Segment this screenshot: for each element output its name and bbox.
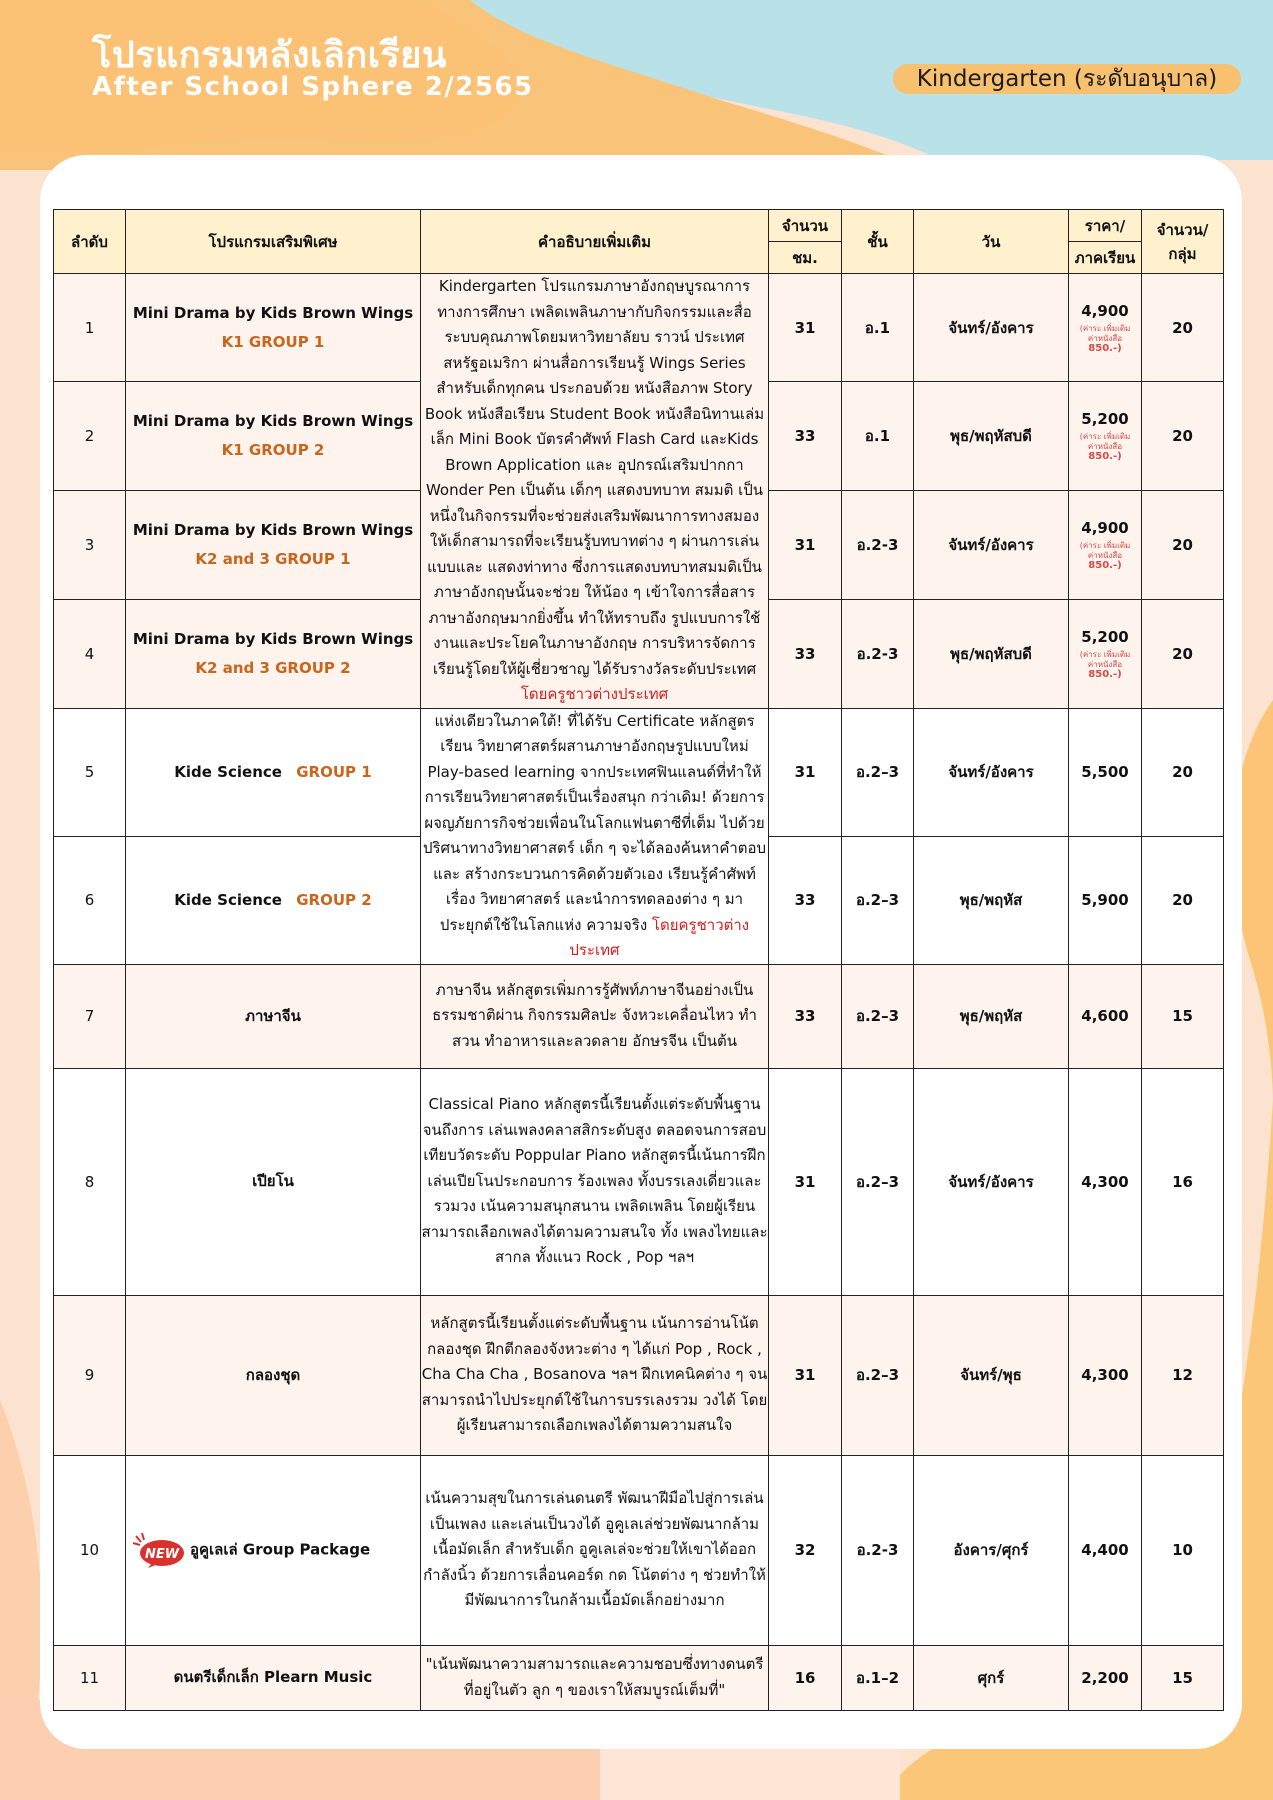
day-cell: จันทร์/อังคาร: [914, 274, 1069, 382]
header-description: คำอธิบายเพิ่มเติม: [421, 210, 769, 274]
hours-cell: 33: [769, 964, 842, 1068]
grade-cell: อ.1–2: [842, 1645, 914, 1710]
header-hours-top: จำนวน: [769, 210, 842, 242]
row-no: 5: [54, 708, 126, 836]
price-cell: 4,600: [1069, 964, 1142, 1068]
table-row: [54, 1068, 1224, 1295]
price-cell: 2,200: [1069, 1645, 1142, 1710]
page-subtitle: After School Sphere 2/2565: [92, 72, 534, 102]
price-cell: 5,900: [1069, 836, 1142, 964]
day-cell: อังคาร/ศุกร์: [914, 1455, 1069, 1645]
program-name: Kide Science GROUP 2: [126, 836, 421, 964]
price-cell: 4,900 (ค่าระ เพิ่มเติม ค่าหนังสือ 850.-): [1069, 490, 1142, 599]
day-cell: จันทร์/พุธ: [914, 1295, 1069, 1455]
price-cell: 4,400: [1069, 1455, 1142, 1645]
table-row: [54, 1295, 1224, 1455]
grade-cell: อ.2–3: [842, 836, 914, 964]
group-size-cell: 20: [1142, 274, 1224, 382]
group-size-cell: 20: [1142, 490, 1224, 599]
hours-cell: 33: [769, 836, 842, 964]
program-name: ภาษาจีน: [126, 964, 421, 1068]
page-title: โปรแกรมหลังเลิกเรียน: [92, 35, 447, 76]
price-cell: 5,500: [1069, 708, 1142, 836]
grade-cell: อ.2-3: [842, 1455, 914, 1645]
row-no: 8: [54, 1068, 126, 1295]
program-description: แห่งเดียวในภาคใต้! ที่ได้รับ Certificate หลักสูตรเรียน วิทยาศาสตร์ผสานภาษาอังกฤษรูปแบบใหม่ Play-based learning จากประเทศฟินแลนด์ที่ทำให้การเรียนวิทยาศาสตร์เป็นเรื่องสนุก กว่าเดิม! ด้วยการผจญภัยการกิจช่วยเพื่อนในโลกแฟนตาซีที่เต็ม ไปด้วยปริศนาทางวิทยาศาสตร์ เด็ก ๆ จะได้ลองค้นหาคำตอบและ สร้างกระบวนการคิดด้วยตัวเอง เรียนรู้คำศัพท์ เรื่อง วิทยาศาสตร์ และนำการทดลองต่าง ๆ มาประยุกต์ใช้ในโลกแห่ง ความจริง โดยครูชาวต่างประเทศ: [421, 708, 769, 964]
group-size-cell: 20: [1142, 836, 1224, 964]
day-cell: จันทร์/อังคาร: [914, 490, 1069, 599]
grade-cell: อ.2–3: [842, 1295, 914, 1455]
grade-cell: อ.1: [842, 382, 914, 490]
program-name: กลองชุด: [126, 1295, 421, 1455]
program-description: Kindergarten โปรแกรมภาษาอังกฤษบูรณาการทางการศึกษา เพลิดเพลินภาษากับกิจกรรมและสื่อระบบคุณภาพโดยมหาวิทยาลัยบ ราวน์ ประเทศสหรัฐอเมริกา ผ่านสื่อการเรียนรู้ Wings Series สำหรับเด็กทุกคน ประกอบด้วย หนังสือภาพ Story Book หนังสือเรียน Student Book หนังสือนิทานเล่มเล็ก Mini Book บัตรคำศัพท์ Flash Card และKids Brown Application และ อุปกรณ์เสริมปากกา Wonder Pen เป็นต้น เด็กๆ แสดงบทบาท สมมติ เป็นหนึ่งในกิจกรรมที่จะช่วยส่งเสริมพัฒนาการทางสมอง ให้เด็กสามารถที่จะเรียนรู้บทบาทต่าง ๆ ผ่านการเล่นแบบและ แสดงท่าทาง ซึ่งการแสดงบทบาทสมมติเป็นภาษาอังกฤษนั้นจะช่วย ให้น้อง ๆ เข้าใจการสื่อสารภาษาอังกฤษมากยิ่งขึ้น ทำให้ทราบถึง รูปแบบการใช้งานและประโยคในภาษาอังกฤษ การบริหารจัดการ เรียนรู้โดยให้ผู้เชี่ยวชาญ ได้รับรางวัลระดับประเทศ โดยครูชาวต่างประเทศ: [421, 274, 769, 709]
grade-cell: อ.2–3: [842, 708, 914, 836]
hours-cell: 31: [769, 708, 842, 836]
table-row: [54, 1455, 1224, 1645]
day-cell: พุธ/พฤหัส: [914, 964, 1069, 1068]
hours-cell: 31: [769, 490, 842, 599]
program-description: หลักสูตรนี้เรียนตั้งแต่ระดับพื้นฐาน เน้นการอ่านโน้ตกลองชุด ฝึกตีกลองจังหวะต่าง ๆ ได้แก่ Pop , Rock , Cha Cha Cha , Bosanova ฯลฯ ฝึกเทคนิคต่าง ๆ จนสามารถนำไปประยุกต์ใช้ในการบรรเลงรวม วงได้ โดยผู้เรียนสามารถเลือกเพลงได้ตามความสนใจ: [421, 1295, 769, 1455]
program-name: NEW อูคูเลเล่ Group Package: [126, 1455, 421, 1645]
program-name: เปียโน: [126, 1068, 421, 1295]
hours-cell: 31: [769, 274, 842, 382]
table-row: [54, 964, 1224, 1068]
hours-cell: 31: [769, 1295, 842, 1455]
day-cell: พุธ/พฤหัสบดี: [914, 600, 1069, 708]
price-cell: 4,900 (ค่าระ เพิ่มเติม ค่าหนังสือ 850.-): [1069, 274, 1142, 382]
grade-cell: อ.2–3: [842, 1068, 914, 1295]
group-size-cell: 15: [1142, 964, 1224, 1068]
row-no: 6: [54, 836, 126, 964]
hours-cell: 16: [769, 1645, 842, 1710]
header-grade: ชั้น: [842, 210, 914, 274]
day-cell: จันทร์/อังคาร: [914, 708, 1069, 836]
svg-text:NEW: NEW: [144, 1547, 180, 1562]
header-price-top: ราคา/: [1069, 210, 1142, 242]
table-row: [54, 708, 1224, 836]
row-no: 1: [54, 274, 126, 382]
hours-cell: 33: [769, 600, 842, 708]
header-group-size: จำนวน/ กลุ่ม: [1142, 210, 1224, 274]
day-cell: ศุกร์: [914, 1645, 1069, 1710]
header-no: ลำดับ: [54, 210, 126, 274]
table-row: [54, 1645, 1224, 1710]
grade-cell: อ.1: [842, 274, 914, 382]
group-size-cell: 12: [1142, 1295, 1224, 1455]
program-description: ภาษาจีน หลักสูตรเพิ่มการรู้ศัพท์ภาษาจีนอย่างเป็นธรรมชาติผ่าน กิจกรรมศิลปะ จังหวะเคลื่อนไหว ทำสวน ทำอาหารและลวดลาย อักษรจีน เป็นต้น: [421, 964, 769, 1068]
group-size-cell: 15: [1142, 1645, 1224, 1710]
group-size-cell: 10: [1142, 1455, 1224, 1645]
price-cell: 5,200 (ค่าระ เพิ่มเติม ค่าหนังสือ 850.-): [1069, 382, 1142, 490]
day-cell: พุธ/พฤหัสบดี: [914, 382, 1069, 490]
price-cell: 5,200 (ค่าระ เพิ่มเติม ค่าหนังสือ 850.-): [1069, 600, 1142, 708]
program-table: [53, 209, 1224, 1711]
program-name: ดนตรีเด็กเล็ก Plearn Music: [126, 1645, 421, 1710]
grade-cell: อ.2-3: [842, 490, 914, 599]
hours-cell: 33: [769, 382, 842, 490]
row-no: 3: [54, 490, 126, 599]
row-no: 11: [54, 1645, 126, 1710]
program-name: Mini Drama by Kids Brown Wings K1 GROUP 2: [126, 382, 421, 490]
program-name: Kide Science GROUP 1: [126, 708, 421, 836]
new-badge: [132, 1532, 186, 1568]
row-no: 2: [54, 382, 126, 490]
program-description: "เน้นพัฒนาความสามารถและความชอบซึ่งทางดนตรีที่อยู่ในตัว ลูก ๆ ของเราให้สมบูรณ์เต็มที่": [421, 1645, 769, 1710]
header-hours-bottom: ชม.: [769, 242, 842, 274]
price-cell: 4,300: [1069, 1295, 1142, 1455]
header-day: วัน: [914, 210, 1069, 274]
program-name: Mini Drama by Kids Brown Wings K2 and 3 GROUP 2: [126, 600, 421, 708]
header-program: โปรแกรมเสริมพิเศษ: [126, 210, 421, 274]
hours-cell: 32: [769, 1455, 842, 1645]
row-no: 9: [54, 1295, 126, 1455]
group-size-cell: 16: [1142, 1068, 1224, 1295]
row-no: 7: [54, 964, 126, 1068]
group-size-cell: 20: [1142, 382, 1224, 490]
grade-cell: อ.2-3: [842, 600, 914, 708]
day-cell: พุธ/พฤหัส: [914, 836, 1069, 964]
program-name: Mini Drama by Kids Brown Wings K1 GROUP 1: [126, 274, 421, 382]
program-description: เน้นความสุขในการเล่นดนตรี พัฒนาฝีมือไปสู่การเล่นเป็นเพลง และเล่นเป็นวงได้ อูคูเลเล่ช่วยพัฒนากล้ามเนื้อมัดเล็ก สำหรับเด็ก อูคูเลเล่จะช่วยให้เขาได้ออกกำลังนิ้ว ด้วยการเลื่อนคอร์ด กด โน้ตต่าง ๆ ช่วยทำให้มีพัฒนาการในกล้ามเนื้อมัดเล็กอย่างมาก: [421, 1455, 769, 1645]
grade-cell: อ.2–3: [842, 964, 914, 1068]
row-no: 4: [54, 600, 126, 708]
row-no: 10: [54, 1455, 126, 1645]
program-description: Classical Piano หลักสูตรนี้เรียนตั้งแต่ระดับพื้นฐานจนถึงการ เล่นเพลงคลาสสิกระดับสูง ตลอดจนการสอบเทียบวัดระดับ Poppular Piano หลักสูตรนี้เน้นการฝึกเล่นเปียโนประกอบการ ร้องเพลง ทั้งบรรเลงเดี่ยวและรวมวง เน้นความสนุกสนาน เพลิดเพลิน โดยผู้เรียนสามารถเลือกเพลงได้ตามความสนใจ ทั้ง เพลงไทยและสากล ทั้งแนว Rock , Pop ฯลฯ: [421, 1068, 769, 1295]
price-cell: 4,300: [1069, 1068, 1142, 1295]
group-size-cell: 20: [1142, 600, 1224, 708]
day-cell: จันทร์/อังคาร: [914, 1068, 1069, 1295]
program-name: Mini Drama by Kids Brown Wings K2 and 3 GROUP 1: [126, 490, 421, 599]
table-row: [54, 274, 1224, 382]
level-badge: Kindergarten (ระดับอนุบาล): [893, 64, 1241, 94]
hours-cell: 31: [769, 1068, 842, 1295]
group-size-cell: 20: [1142, 708, 1224, 836]
header-price-bottom: ภาคเรียน: [1069, 242, 1142, 274]
